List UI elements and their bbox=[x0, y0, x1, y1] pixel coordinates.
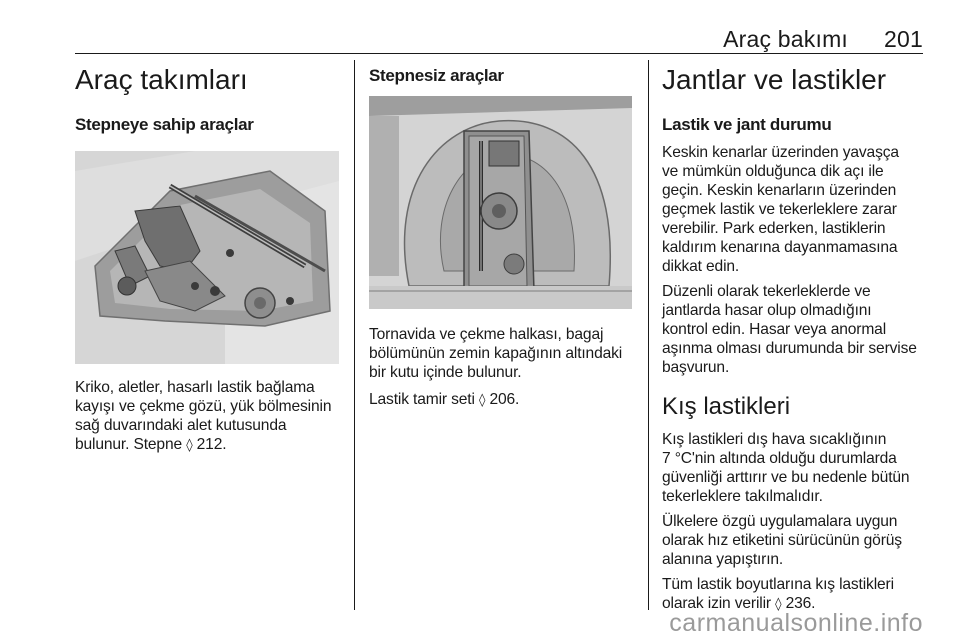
running-header bbox=[723, 26, 923, 53]
column-divider bbox=[648, 60, 649, 610]
subsection-title: Stepneye sahip araçlar bbox=[75, 114, 254, 134]
section-title: Jantlar ve lastikler bbox=[662, 64, 887, 95]
paragraph: Ülkelere özgü uygulamalara uygun olarak hız etiketini sürücünün görüş alanına yapıştırın. bbox=[662, 512, 902, 568]
paragraph: Keskin kenarlar üzerinden yavaşça ve mümkün olduğunca dik açı ile geçin. Keskin kenarların üzerinden geçmek lastik ve tekerleklere zarar verebilir. Park ederken, lastiklerin kaldırım kenarına dayanmamasına dikkat edin. bbox=[662, 143, 899, 275]
cross-reference-icon: ◊ bbox=[186, 437, 193, 453]
section-title: Araç takımları bbox=[75, 64, 248, 95]
tool-box-illustration bbox=[369, 96, 632, 309]
watermark: carmanualsonline.info bbox=[669, 609, 923, 637]
section-title: Kış lastikleri bbox=[662, 392, 791, 420]
column-middle bbox=[369, 55, 635, 410]
cross-reference-link[interactable]: 206. bbox=[489, 391, 520, 409]
cross-reference-icon: ◊ bbox=[478, 393, 486, 409]
column-right bbox=[662, 55, 926, 614]
cross-reference-link[interactable]: 212. bbox=[196, 435, 227, 453]
figure-caption: Tornavida ve çekme halkası, bagaj bölümünün zemin kapağının altındaki bir kutu içinde bulunur. bbox=[369, 326, 623, 382]
paragraph: Tüm lastik boyutlarına kış lastikleri olarak izin verilir ◊ 236. bbox=[662, 575, 894, 612]
page-number: 201 bbox=[884, 26, 923, 52]
reference-line: Lastik tamir seti ◊ 206. bbox=[369, 391, 520, 409]
tool-kit-illustration bbox=[75, 151, 339, 364]
figure-caption: Kriko, aletler, hasarlı lastik bağlama kayışı ve çekme gözü, yük bölmesinin sağ duvarındaki alet kutusunda bulunur. Stepne ◊ 212. bbox=[75, 378, 332, 453]
paragraph: Düzenli olarak tekerleklerde ve jantlarda hasar olup olmadığını kontrol edin. Hasar veya anormal aşınma olması durumunda bir servise başvurun. bbox=[662, 282, 917, 376]
header-title: Araç bakımı bbox=[723, 26, 849, 52]
header-rule bbox=[75, 53, 923, 54]
cross-reference-icon: ◊ bbox=[775, 596, 782, 612]
column-left bbox=[75, 55, 341, 455]
subsection-title: Lastik ve jant durumu bbox=[662, 114, 832, 134]
cross-reference-link[interactable]: 236. bbox=[785, 594, 816, 612]
paragraph: Kış lastikleri dış hava sıcaklığının 7 °C'nin altında olduğu durumlarda güvenliği arttırır ve bu nedenle bütün tekerleklere takılmalıdır. bbox=[662, 430, 910, 505]
subsection-title: Stepnesiz araçlar bbox=[369, 66, 504, 85]
column-divider bbox=[354, 60, 355, 610]
